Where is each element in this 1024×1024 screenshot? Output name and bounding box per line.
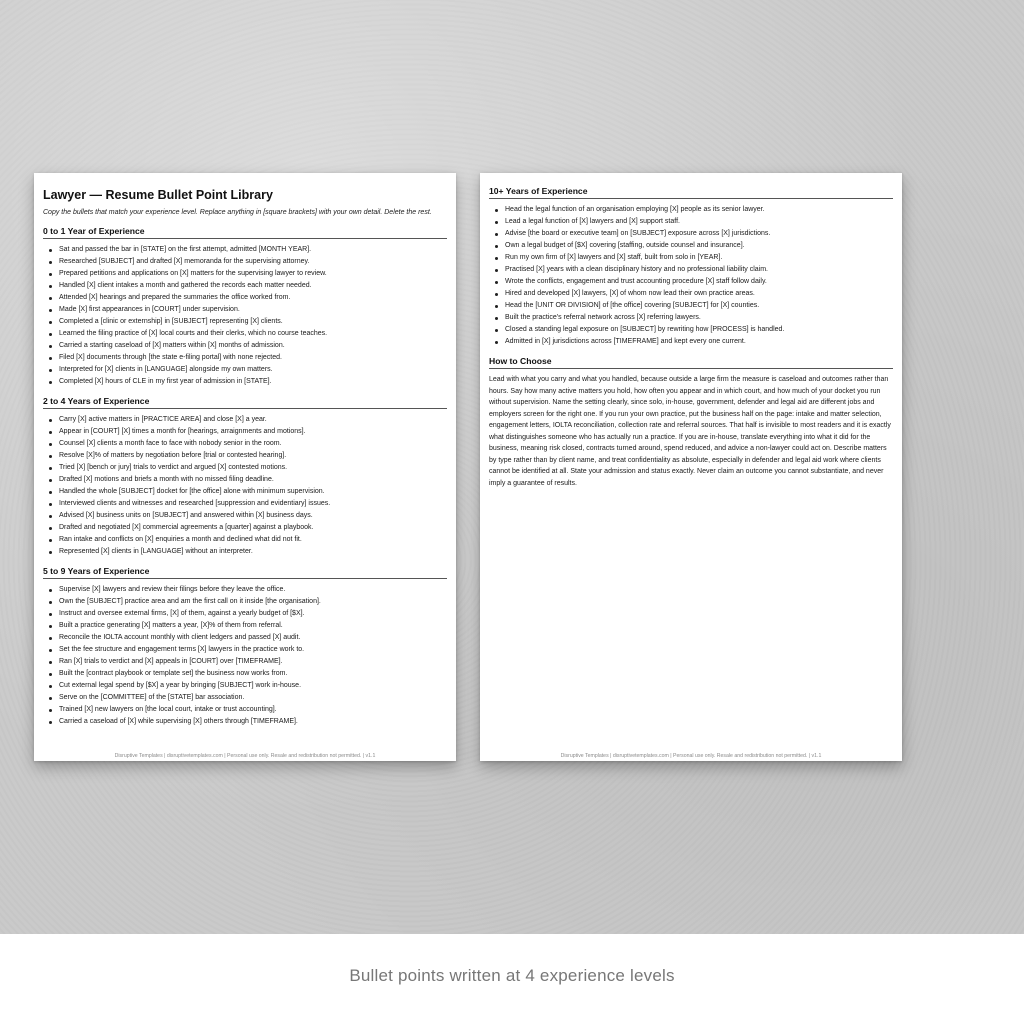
bullet-item: Completed [X] hours of CLE in my first year of admission in [STATE]. bbox=[43, 376, 447, 388]
bullet-item: Trained [X] new lawyers on [the local court, intake or trust accounting]. bbox=[43, 704, 447, 716]
page-footer: Disruptive Templates | disruptivetemplates.com | Personal use only. Resale and redistribution not permitted. | v1.1 bbox=[114, 753, 376, 759]
bullet-item: Instruct and oversee external firms, [X] of them, against a yearly budget of [$X]. bbox=[43, 608, 447, 620]
bullet-item: Admitted in [X] jurisdictions across [TIMEFRAME] and kept every one current. bbox=[489, 336, 893, 348]
bullet-item: Resolve [X]% of matters by negotiation before [trial or contested hearing]. bbox=[43, 450, 447, 462]
bullet-item: Ran intake and conflicts on [X] enquiries a month and declined what did not fit. bbox=[43, 534, 447, 546]
bullet-item: Drafted [X] motions and briefs a month with no missed filing deadline. bbox=[43, 474, 447, 486]
bullet-item: Carry [X] active matters in [PRACTICE AREA] and close [X] a year. bbox=[43, 414, 447, 426]
bullet-item: Counsel [X] clients a month face to face with nobody senior in the room. bbox=[43, 438, 447, 450]
document-page-2 bbox=[480, 173, 902, 761]
document-page-1 bbox=[34, 173, 456, 761]
section-heading: How to Choose bbox=[489, 356, 893, 369]
page-footer: Disruptive Templates | disruptivetemplates.com | Personal use only. Resale and redistribution not permitted. | v1.1 bbox=[560, 753, 822, 759]
bullet-item: Ran [X] trials to verdict and [X] appeals in [COURT] over [TIMEFRAME]. bbox=[43, 656, 447, 668]
section-10-plus-years bbox=[489, 186, 893, 348]
bullet-item: Tried [X] [bench or jury] trials to verdict and argued [X] contested motions. bbox=[43, 462, 447, 474]
bullet-item: Advise [the board or executive team] on [SUBJECT] exposure across [X] jurisdictions. bbox=[489, 228, 893, 240]
bullet-item: Built a practice generating [X] matters a year, [X]% of them from referral. bbox=[43, 620, 447, 632]
bullet-list bbox=[489, 204, 893, 348]
bullet-item: Lead a legal function of [X] lawyers and [X] support staff. bbox=[489, 216, 893, 228]
bullet-item: Carried a caseload of [X] while supervising [X] others through [TIMEFRAME]. bbox=[43, 716, 447, 728]
section-2-to-4-years bbox=[43, 396, 447, 558]
image-caption: Bullet points written at 4 experience levels bbox=[349, 966, 675, 985]
bullet-item: Supervise [X] lawyers and review their filings before they leave the office. bbox=[43, 584, 447, 596]
bullet-item: Carried a starting caseload of [X] matters within [X] months of admission. bbox=[43, 340, 447, 352]
bullet-item: Built the practice's referral network across [X] referring lawyers. bbox=[489, 312, 893, 324]
bullet-list bbox=[43, 414, 447, 558]
bullet-item: Researched [SUBJECT] and drafted [X] memoranda for the supervising attorney. bbox=[43, 256, 447, 268]
bullet-item: Handled [X] client intakes a month and gathered the records each matter needed. bbox=[43, 280, 447, 292]
section-heading: 2 to 4 Years of Experience bbox=[43, 396, 447, 409]
section-heading: 5 to 9 Years of Experience bbox=[43, 566, 447, 579]
bullet-item: Hired and developed [X] lawyers, [X] of whom now lead their own practice areas. bbox=[489, 288, 893, 300]
section-how-to-choose bbox=[489, 356, 893, 489]
section-heading: 0 to 1 Year of Experience bbox=[43, 226, 447, 239]
how-to-choose-paragraph: Lead with what you carry and what you handled, because outside a large firm the measure is caseload and outcomes rather than hours. Say how many active matters you hold, how often you appear and in which court, and how much of your docket you run without supervision. Name the setting clearly, since solo, in-house, government, defender and legal aid are different jobs and employers screen for the right one. If you run your own practice, put the business half on the page: intake and matter selection, engagement letters, IOLTA reconciliation, collection rate and referral sources. That half is invisible to most readers and it is exactly what distinguishes someone who has actually run a practice. If you are in-house, translate everything into what it did for the business, meaning risk closed, contracts turned around, spend reduced, and advice a non-lawyer could act on. Describe matters by type rather than by client name, and treat confidentiality as absolute, especially in defender and legal aid work where clients cannot be identified at all. State your admission and status exactly. Never claim an outcome you cannot substantiate, and never imply a guarantee of results. bbox=[489, 376, 891, 487]
bullet-item: Made [X] first appearances in [COURT] under supervision. bbox=[43, 304, 447, 316]
bullet-item: Closed a standing legal exposure on [SUBJECT] by rewriting how [PROCESS] is handled. bbox=[489, 324, 893, 336]
bullet-list bbox=[43, 244, 447, 388]
bullet-item: Completed a [clinic or externship] in [SUBJECT] representing [X] clients. bbox=[43, 316, 447, 328]
bullet-item: Reconcile the IOLTA account monthly with client ledgers and passed [X] audit. bbox=[43, 632, 447, 644]
bullet-item: Prepared petitions and applications on [X] matters for the supervising lawyer to review. bbox=[43, 268, 447, 280]
bullet-item: Represented [X] clients in [LANGUAGE] without an interpreter. bbox=[43, 546, 447, 558]
bullet-item: Handled the whole [SUBJECT] docket for [the office] alone with minimum supervision. bbox=[43, 486, 447, 498]
document-title: Lawyer — Resume Bullet Point Library bbox=[43, 188, 273, 202]
bullet-item: Own a legal budget of [$X] covering [staffing, outside counsel and insurance]. bbox=[489, 240, 893, 252]
bullet-item: Appear in [COURT] [X] times a month for [hearings, arraignments and motions]. bbox=[43, 426, 447, 438]
bullet-item: Head the legal function of an organisation employing [X] people as its senior lawyer. bbox=[489, 204, 893, 216]
bullet-item: Own the [SUBJECT] practice area and am the first call on it inside [the organisation]. bbox=[43, 596, 447, 608]
bullet-item: Attended [X] hearings and prepared the summaries the office worked from. bbox=[43, 292, 447, 304]
bullet-item: Serve on the [COMMITTEE] of the [STATE] bar association. bbox=[43, 692, 447, 704]
bullet-list bbox=[43, 584, 447, 728]
bullet-item: Advised [X] business units on [SUBJECT] and answered within [X] business days. bbox=[43, 510, 447, 522]
document-intro: Copy the bullets that match your experience level. Replace anything in [square brackets] with your own detail. Delete the rest. bbox=[43, 209, 432, 216]
bullet-item: Cut external legal spend by [$X] a year by bringing [SUBJECT] work in-house. bbox=[43, 680, 447, 692]
section-5-to-9-years bbox=[43, 566, 447, 728]
bullet-item: Interpreted for [X] clients in [LANGUAGE] alongside my own matters. bbox=[43, 364, 447, 376]
section-heading: 10+ Years of Experience bbox=[489, 186, 893, 199]
bullet-item: Head the [UNIT OR DIVISION] of [the office] covering [SUBJECT] for [X] counties. bbox=[489, 300, 893, 312]
bullet-item: Drafted and negotiated [X] commercial agreements a [quarter] against a playbook. bbox=[43, 522, 447, 534]
bullet-item: Set the fee structure and engagement terms [X] lawyers in the practice work to. bbox=[43, 644, 447, 656]
section-0-to-1-years bbox=[43, 226, 447, 388]
bullet-item: Filed [X] documents through [the state e-filing portal] with none rejected. bbox=[43, 352, 447, 364]
bullet-item: Interviewed clients and witnesses and researched [suppression and evidentiary] issues. bbox=[43, 498, 447, 510]
bullet-item: Run my own firm of [X] lawyers and [X] staff, built from solo in [YEAR]. bbox=[489, 252, 893, 264]
bullet-item: Built the [contract playbook or template set] the business now works from. bbox=[43, 668, 447, 680]
bullet-item: Sat and passed the bar in [STATE] on the first attempt, admitted [MONTH YEAR]. bbox=[43, 244, 447, 256]
bullet-item: Wrote the conflicts, engagement and trust accounting procedure [X] staff follow daily. bbox=[489, 276, 893, 288]
bullet-item: Practised [X] years with a clean disciplinary history and no professional liability claim. bbox=[489, 264, 893, 276]
bullet-item: Learned the filing practice of [X] local courts and their clerks, which no course teaches. bbox=[43, 328, 447, 340]
